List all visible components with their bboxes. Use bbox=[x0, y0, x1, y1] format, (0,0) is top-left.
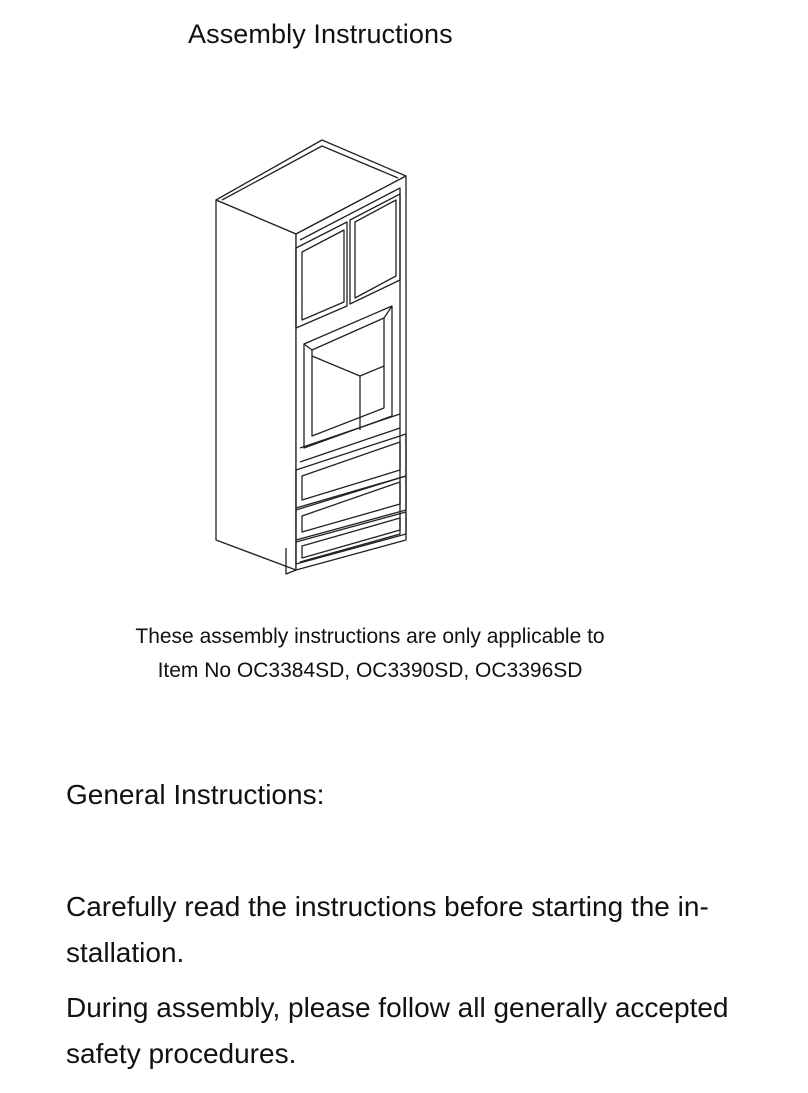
cabinet-diagram-icon bbox=[200, 130, 430, 590]
applicability-note bbox=[0, 620, 740, 688]
page-title: Assembly Instructions bbox=[188, 19, 453, 49]
instruction-paragraph: During assembly, please follow all generally accepted safety procedures. bbox=[66, 992, 729, 1069]
general-instructions-heading: General Instructions: bbox=[66, 779, 325, 810]
applicability-line-1: These assembly instructions are only applicable to bbox=[135, 625, 605, 648]
instruction-paragraph: Carefully read the instructions before starting the in-stallation. bbox=[66, 891, 709, 968]
applicability-line-2: Item No OC3384SD, OC3390SD, OC3396SD bbox=[157, 659, 583, 682]
